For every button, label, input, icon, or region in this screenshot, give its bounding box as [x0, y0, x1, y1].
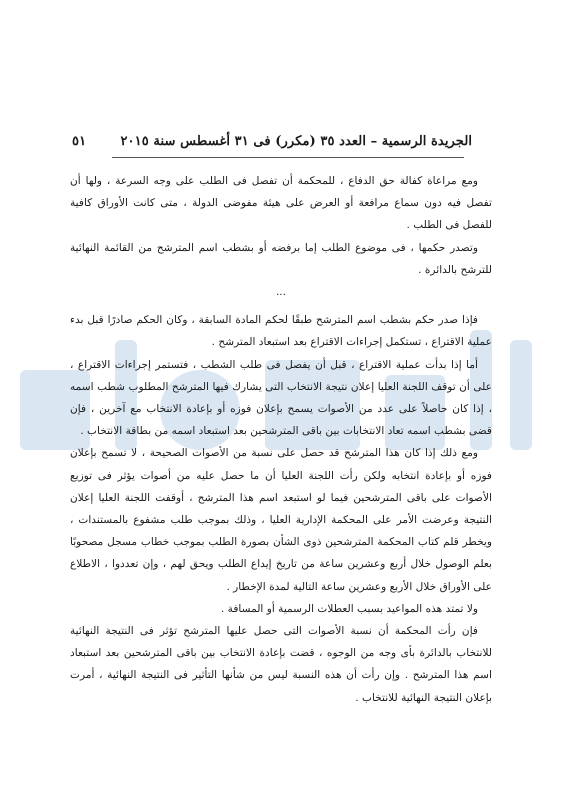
header-title: الجريدة الرسمية – العدد ٣٥ (مكرر) فى ٣١ أغسطس سنة ٢٠١٥: [120, 134, 472, 149]
document-body: [70, 170, 492, 709]
paragraph: أما إذا بدأت عملية الاقتراع ، قبل أن يفصل فى طلب الشطب ، فتستمر إجراءات الاقتراع ، على أن توقف اللجنة العليا إعلان نتيجة الانتخاب التى يشارك فيها المترشح المطلوب شطب اسمه ، إذا كان حاصلاً على عدد من الأصوات يسمح بإعلان فوزه أو بإعادة الانتخاب مع آخرين ، فإن قضى بشطب اسمه تعاد الانتخابات بين باقى المترشحين بعد استبعاد اسمه من بطاقة الانتخاب .: [70, 358, 492, 438]
ellipsis-separator: ...: [275, 286, 287, 299]
paragraph: ومع مراعاة كفالة حق الدفاع ، للمحكمة أن تفصل فى الطلب على وجه السرعة ، ولها أن تفصل فيه دون سماع مرافعة أو العرض على هيئة مفوضى الدولة ، متى كانت الأوراق كافية للفصل فى الطلب .: [70, 175, 492, 232]
paragraph: فإذا صدر حكم بشطب اسم المترشح طبقًا لحكم المادة السابقة ، وكان الحكم صادرًا قبل بدء عملية الاقتراع ، تستكمل إجراءات الاقتراع بعد استبعاد المترشح .: [70, 314, 492, 349]
paragraph: ومع ذلك إذا كان هذا المترشح قد حصل على نسبة من الأصوات الصحيحة ، لا تسمح بإعلان فوزه أو بإعادة انتخابه ولكن رأت اللجنة العليا أن ما حصل عليه من أصوات يؤثر فى توزيع الأصوات على باقى المترشحين فيما لو استبعد اسم هذا المترشح ، أوقفت اللجنة العليا إعلان النتيجة وعرضت الأمر على المحكمة الإدارية العليا ، وذلك بموجب طلب مشفوع بالمستندات ، ويخطر قلم كتاب المحكمة المترشحين ذوى الشأن بصورة الطلب بموجب خطاب مسجل مصحوبًا بعلم الوصول خلال أربع وعشرين ساعة من تاريخ إيداع الطلب ويحق لهم ، وإن تعددوا ، الاطلاع على الأوراق خلال الأربع وعشرين ساعة التالية لمدة الإخطار .: [70, 447, 492, 593]
page-number: ٥١: [72, 134, 87, 149]
header-divider: [112, 157, 464, 158]
paragraph: ولا تمتد هذه المواعيد بسبب العطلات الرسمية أو المسافة .: [220, 602, 478, 615]
paragraph: فإن رأت المحكمة أن نسبة الأصوات التى حصل عليها المترشح تؤثر فى النتيجة النهائية للانتخاب بالدائرة بأى وجه من الوجوه ، قضت بإعادة الانتخاب بين باقى المترشحين بعد استبعاد اسم هذا المترشح . وإن رأت أن هذه النسبة ليس من شأنها التأثير فى النتيجة النهائية ، أمرت بإعلان النتيجة النهائية للانتخاب .: [70, 625, 492, 704]
paragraph: وتصدر حكمها ، فى موضوع الطلب إما برفضه أو بشطب اسم المترشح من القائمة النهائية للترشح بالدائرة .: [70, 241, 492, 276]
page-header: [72, 134, 472, 149]
